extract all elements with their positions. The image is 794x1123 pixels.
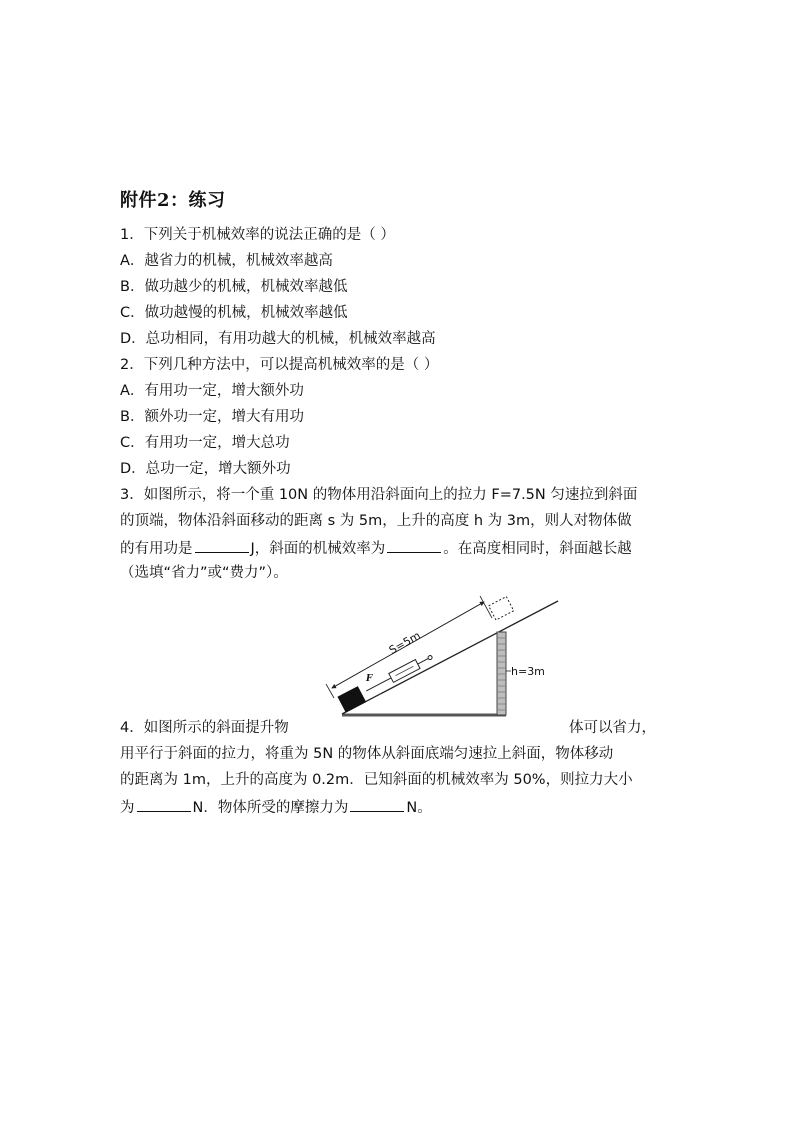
q4-text-a: 为 <box>120 800 135 816</box>
block-at-bottom <box>338 687 365 712</box>
q2-option-a: A．有用功一定，增大额外功 <box>120 383 304 399</box>
q4-line-1-right: 体可以省力， <box>569 720 656 736</box>
q1-stem: 1．下列关于机械效率的说法正确的是（ ） <box>120 227 395 243</box>
force-label: F <box>366 674 373 684</box>
q3-text-a: 的有用功是 <box>120 541 193 557</box>
q4-line-1-left: 4．如图所示的斜面提升物 <box>120 720 289 736</box>
q1-option-d: D．总功相同，有用功越大的机械，机械效率越高 <box>120 331 436 347</box>
section-heading: 附件2：练习 <box>120 190 226 211</box>
distance-label: S=5m <box>386 628 423 657</box>
q2-option-d: D．总功一定，增大额外功 <box>120 461 291 477</box>
q3-text-c: 。在高度相同时，斜面越长越 <box>443 541 632 557</box>
incline-wall <box>497 632 506 715</box>
height-label: h=3m <box>511 665 545 678</box>
q4-text-c: N。 <box>406 800 432 816</box>
q3-line-3 <box>120 538 632 558</box>
q3-blank-efficiency[interactable] <box>387 538 441 553</box>
incline-diagram <box>310 592 570 722</box>
q3-text-b: J，斜面的机械效率为 <box>250 541 386 557</box>
q4-text-b: N．物体所受的摩擦力为 <box>192 800 349 816</box>
q3-blank-useful-work[interactable] <box>195 538 249 553</box>
q1-option-a: A．越省力的机械，机械效率越高 <box>120 253 333 269</box>
q1-option-c: C．做功越慢的机械，机械效率越低 <box>120 305 348 321</box>
q1-option-b: B．做功越少的机械，机械效率越低 <box>120 279 348 295</box>
spring-scale <box>364 652 434 695</box>
q4-blank-pull-force[interactable] <box>137 797 191 812</box>
q4-blank-friction[interactable] <box>350 797 404 812</box>
q3-line-2: 的顶端，物体沿斜面移动的距离 s 为 5m，上升的高度 h 为 3m，则人对物体做 <box>120 513 632 529</box>
q3-line-4: （选填“省力”或“费力”）。 <box>120 565 288 581</box>
q2-option-c: C．有用功一定，增大总功 <box>120 435 290 451</box>
q2-stem: 2．下列几种方法中，可以提高机械效率的是（ ） <box>120 357 439 373</box>
q4-line-2: 用平行于斜面的拉力，将重为 5N 的物体从斜面底端匀速拉上斜面，物体移动 <box>120 746 614 762</box>
block-at-top <box>489 597 514 620</box>
q3-line-1: 3．如图所示，将一个重 10N 的物体用沿斜面向上的拉力 F=7.5N 匀速拉到斜面 <box>120 487 638 503</box>
q4-line-4 <box>120 797 432 817</box>
q2-option-b: B．额外功一定，增大有用功 <box>120 409 304 425</box>
q4-line-3: 的距离为 1m，上升的高度为 0.2m．已知斜面的机械效率为 50%，则拉力大小 <box>120 772 633 788</box>
incline-surface <box>342 601 558 714</box>
